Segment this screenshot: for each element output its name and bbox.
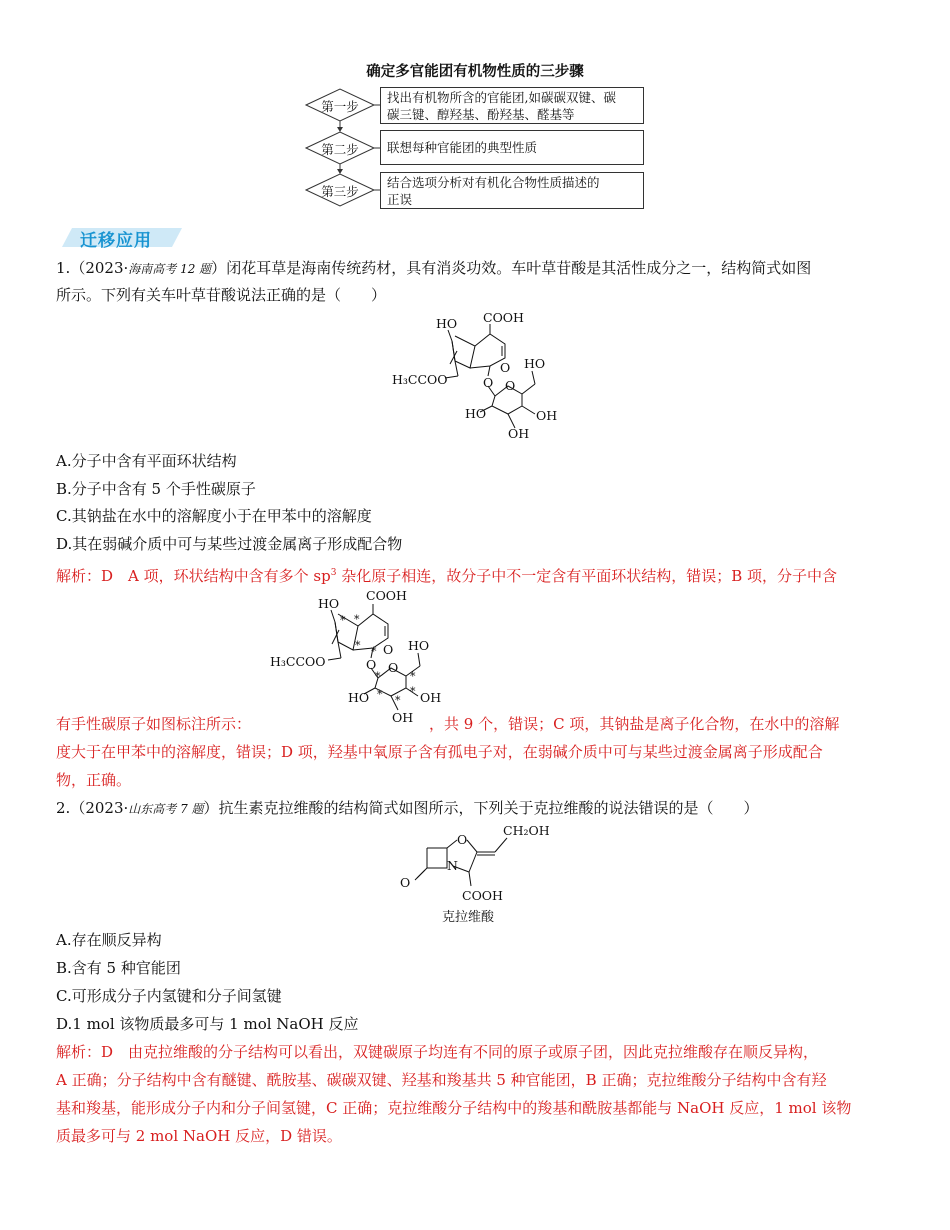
q2-source-close: ）	[203, 799, 219, 817]
q1-analysis-sup: 3	[330, 568, 337, 578]
chiral-mark: *	[354, 613, 360, 626]
step1-text-line2: 碳三键、醇羟基、酚羟基、醛基等	[387, 107, 575, 122]
q1-option-b: B.分子中含有 5 个手性碳原子	[56, 480, 256, 498]
q2-structure	[395, 820, 565, 925]
q2-analysis-line3: 基和羧基，能形成分子内和分子间氢键，C 正确；克拉维酸分子结构中的羧基和酰胺基都能与 NaOH 反应，1 mol 该物	[56, 1099, 852, 1117]
q1c-label-ho: HO	[318, 596, 340, 611]
step2-text-line1: 联想每种官能团的典型性质	[387, 140, 538, 155]
step3-text-line2: 正误	[387, 192, 413, 207]
q1-label-ho: HO	[436, 316, 458, 331]
q1-option-d: D.其在弱碱介质中可与某些过渡金属离子形成配合物	[56, 535, 403, 553]
q1-label-acetate: H₃CCOO	[392, 372, 448, 387]
section-banner	[60, 226, 180, 251]
q2-analysis-line2: A 正确；分子结构中含有醚键、酰胺基、碳碳双键、羟基和羧基共 5 种官能团，B 正确；克拉维酸分子结构中含有羟	[56, 1071, 827, 1089]
arrow-down-icon	[337, 127, 343, 132]
q1-analysis-line1	[56, 559, 896, 590]
q1c-label-oh-bottom: OH	[392, 710, 414, 725]
chiral-mark: *	[410, 670, 416, 683]
q2-stem-line1	[56, 794, 896, 823]
q2-stem-text: 抗生素克拉维酸的结构简式如图所示，下列关于克拉维酸的说法错误的是（ ）	[218, 799, 759, 817]
q1-label-o-ring: O	[500, 360, 511, 375]
q2-number: 2.	[56, 799, 71, 817]
q1-label-cooh: COOH	[483, 310, 524, 325]
q2-label-o-carbonyl: O	[400, 875, 411, 890]
chiral-mark: *	[377, 688, 383, 701]
q1-analysis-line4: 物，正确。	[56, 771, 132, 789]
q1-stem-text: 闭花耳草是海南传统药材，具有消炎功效。车叶草苷酸是其活性成分之一，结构简式如图	[226, 259, 812, 277]
chiral-mark: *	[395, 694, 401, 707]
q1-analysis-line1-a: 解析：D A 项，环状结构中含有多个 sp	[56, 567, 331, 585]
q1-structure	[380, 306, 580, 446]
q2-caption: 克拉维酸	[442, 910, 495, 925]
q1-analysis-line1-b: 杂化原子相连，故分子中不一定含有平面环状结构，错误；B 项，分子中含	[336, 567, 837, 585]
q1c-label-cooh: COOH	[366, 588, 407, 603]
step3-box	[380, 172, 644, 209]
section-banner-text: 迁移应用	[80, 231, 152, 251]
q1-source-open: （2023·	[70, 259, 129, 277]
q1c-label-oh-right: OH	[420, 690, 442, 705]
q1-label-oh-sugar-right: OH	[536, 408, 558, 423]
step3-label: 第三步	[321, 184, 359, 199]
step1-box	[380, 87, 644, 124]
q1-label-oh-sugar-bottom: OH	[508, 426, 530, 441]
q1c-label-o-sugar: O	[388, 660, 399, 675]
q1c-label-ho-sugar: HO	[348, 690, 370, 705]
q1-stem-line2: 所示。下列有关车叶草苷酸说法正确的是（ ）	[56, 286, 387, 304]
q1-number: 1.	[56, 259, 71, 277]
q1-label-o-sugar: O	[505, 378, 516, 393]
chiral-mark: *	[410, 685, 416, 698]
q1-analysis-line2-b: ，共 9 个，错误；C 项，其钠盐是离子化合物，在水中的溶解	[429, 715, 840, 733]
q2-label-n: N	[447, 858, 458, 873]
arrow-down-icon	[337, 169, 343, 174]
q1c-label-ho-right: HO	[408, 638, 430, 653]
q2-label-o-ring: O	[457, 832, 468, 847]
q1-stem-line1	[56, 254, 896, 283]
q1-option-c: C.其钠盐在水中的溶解度小于在甲苯中的溶解度	[56, 507, 372, 525]
q1-source-close: ）	[211, 259, 227, 277]
chiral-mark: *	[340, 614, 346, 627]
q2-analysis-line1: 解析：D 由克拉维酸的分子结构可以看出，双键碳原子均连有不同的原子或原子团，因此克拉维酸存在顺反异构，	[56, 1043, 819, 1061]
q1-chiral-structure	[268, 586, 468, 726]
q1-label-ho-right: HO	[524, 356, 546, 371]
q2-label-ch2oh: CH₂OH	[503, 823, 550, 838]
q1c-label-o-link: O	[366, 657, 377, 672]
method-title: 确定多官能团有机物性质的三步骤	[366, 63, 584, 80]
step2-label: 第二步	[321, 142, 359, 157]
q2-option-a: A.存在顺反异构	[56, 931, 162, 949]
chiral-mark: *	[375, 670, 381, 683]
q2-option-c: C.可形成分子内氢键和分子间氢键	[56, 987, 282, 1005]
step2-box	[380, 130, 644, 165]
q1-label-ho-sugar: HO	[465, 406, 487, 421]
q2-option-b: B.含有 5 种官能团	[56, 959, 181, 977]
step1-label: 第一步	[321, 99, 359, 114]
q2-source-open: （2023·	[70, 799, 129, 817]
chiral-mark: *	[371, 645, 377, 658]
steps-flowchart	[300, 84, 660, 214]
q2-analysis-line4: 质最多可与 2 mol NaOH 反应，D 错误。	[56, 1127, 342, 1145]
q1-label-o-link: O	[483, 375, 494, 390]
q2-label-cooh: COOH	[462, 888, 503, 903]
q1-analysis-line2	[56, 710, 896, 738]
q1c-label-acetate: H₃CCOO	[270, 654, 326, 669]
chiral-mark: *	[355, 639, 361, 652]
step3-text-line1: 结合选项分析对有机化合物性质描述的	[387, 175, 600, 190]
q1-analysis-line2-a: 有手性碳原子如图标注所示：	[56, 715, 252, 733]
q1-source: 海南高考 12 题	[128, 262, 212, 276]
q1c-label-o-ring: O	[383, 642, 394, 657]
q2-source: 山东高考 7 题	[128, 802, 204, 816]
q1-option-a: A.分子中含有平面环状结构	[56, 452, 237, 470]
q1-analysis-line3: 度大于在甲苯中的溶解度，错误；D 项，羟基中氧原子含有孤电子对，在弱碱介质中可与某些过渡金属离子形成配合	[56, 743, 823, 761]
step1-text-line1: 找出有机物所含的官能团,如碳碳双键、碳	[387, 90, 616, 105]
q2-option-d: D.1 mol 该物质最多可与 1 mol NaOH 反应	[56, 1015, 359, 1033]
